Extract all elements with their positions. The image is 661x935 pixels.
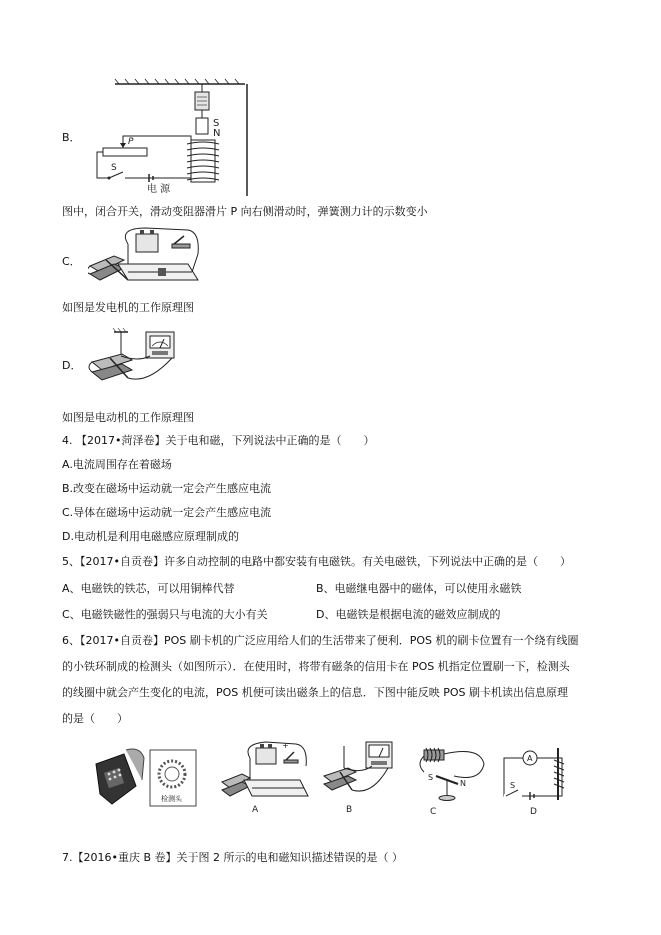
q4-option-a: A.电流周围存在着磁场 [62, 458, 172, 471]
option-b-label: B． [62, 131, 81, 144]
q6a-plus: + [282, 741, 289, 750]
q5-option-a: A、电磁铁的铁芯，可以用铜棒代替 [62, 582, 235, 595]
figure-q6-pos [92, 746, 200, 810]
magnet-s-label: S [213, 118, 220, 129]
q5-option-b: B、电磁继电器中的磁体，可以使用永磁铁 [316, 582, 522, 595]
switch-s-label: S [111, 163, 117, 173]
figure-q6-b [322, 740, 400, 816]
figure-option-d [88, 326, 188, 392]
figure-q6-a [220, 738, 316, 816]
q4-option-b: B.改变在磁场中运动就一定会产生感应电流 [62, 482, 272, 495]
q7-stem: 7.【2016•重庆 B 卷】关于图 2 所示的电和磁知识描述错误的是（ ） [62, 851, 404, 864]
option-b-caption: 图中，闭合开关，滑动变阻器滑片 P 向右侧滑动时，弹簧测力计的示数变小 [62, 205, 428, 218]
q5-stem: 5、【2017•自贡卷】许多自动控制的电路中都安装有电磁铁。有关电磁铁，下列说法中正确的是（ ） [62, 555, 571, 568]
option-d-label: D． [62, 359, 82, 372]
q6-line-4: 的是（ ） [62, 712, 128, 725]
detector-head-label: 检测头 [161, 795, 182, 803]
rheostat-p-label: P [128, 137, 134, 147]
q6d-ammeter-label: A [527, 754, 533, 763]
q6-line-2: 的小铁环制成的检测头（如图所示）．在使用时，将带有磁条的信用卡在 POS 机指定位置刷一下，检测头 [62, 660, 570, 673]
figure-option-c [88, 224, 208, 292]
q4-option-d: D.电动机是利用电磁感应原理制成的 [62, 530, 239, 543]
q6-line-1: 6、【2017•自贡卷】POS 刷卡机的广泛应用给人们的生活带来了便利．POS 机的刷卡位置有一个绕有线圈 [62, 634, 579, 647]
q6c-s: S [428, 773, 434, 782]
power-label: 电 源 [147, 184, 171, 195]
option-c-label: C． [62, 255, 81, 268]
q6-label-b: B [346, 805, 353, 815]
q6-line-3: 的线圈中就会产生变化的电流，POS 机便可读出磁条上的信息．下图中能反映 POS 刷卡机读出信息原理 [62, 686, 569, 699]
q6-label-d: D [530, 807, 537, 816]
q4-stem: 4. 【2017•菏泽卷】关于电和磁，下列说法中正确的是（ ） [62, 434, 375, 447]
figure-q6-c [410, 742, 490, 816]
q5-option-d: D、电磁铁是根据电流的磁效应制成的 [316, 608, 501, 621]
q6c-n: N [460, 779, 466, 788]
magnet-n-label: N [213, 128, 221, 139]
figure-q6-d [500, 744, 578, 816]
q6-label-c: C [430, 807, 437, 816]
q6d-switch-label: S [510, 781, 516, 790]
option-c-caption: 如图是发电机的工作原理图 [62, 301, 194, 314]
q4-option-c: C.导体在磁场中运动就一定会产生感应电流 [62, 506, 272, 519]
q6-label-a: A [252, 805, 259, 815]
figure-option-b [95, 78, 255, 198]
option-d-caption: 如图是电动机的工作原理图 [62, 411, 194, 424]
q5-option-c: C、电磁铁磁性的强弱只与电流的大小有关 [62, 608, 268, 621]
